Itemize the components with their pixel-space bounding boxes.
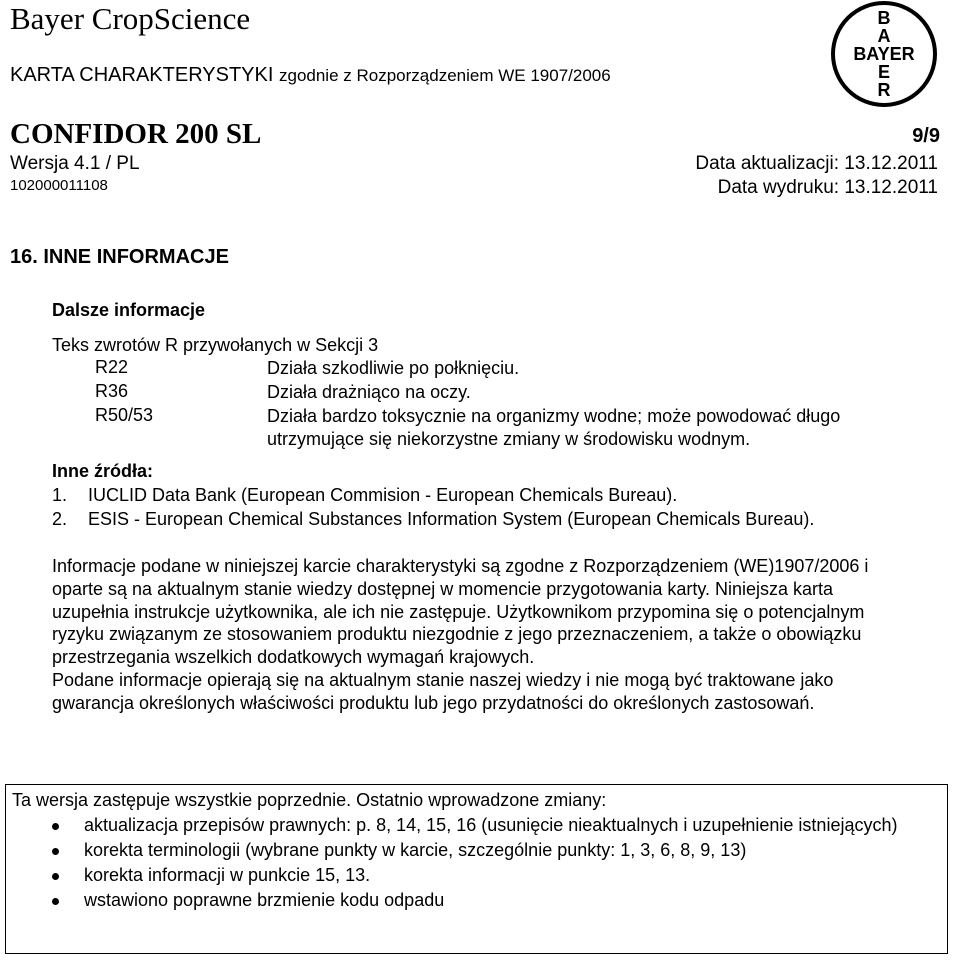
list-item	[6, 839, 936, 862]
changes-list	[6, 814, 936, 914]
source-text: ESIS - European Chemical Substances Information System (European Chemicals Bureau).	[88, 509, 815, 529]
source-text: IUCLID Data Bank (European Commision - European Chemicals Bureau).	[88, 485, 678, 505]
logo-letter-e: E	[877, 62, 891, 82]
list-item-text: aktualizacja przepisów prawnych: p. 8, 14, 15, 16 (usunięcie nieaktualnych i uzupełnienie istniejących)	[84, 815, 898, 835]
list-item-text: korekta informacji w punkcie 15, 13.	[84, 865, 371, 885]
changes-box	[5, 784, 948, 954]
logo-word: BAYER	[853, 44, 915, 64]
r-phrases-intro: Teks zwrotów R przywołanych w Sekcji 3	[52, 335, 379, 355]
r-phrase-text: Działa szkodliwie po połknięciu.	[267, 358, 520, 378]
subsection-title: Dalsze informacje	[52, 300, 206, 320]
list-item	[6, 814, 936, 837]
info-paragraph: Informacje podane w niniejszej karcie charakterystyki są zgodne z Rozporządzeniem (WE)1907/2006 i oparte są na aktualnym stanie wiedzy dostępnej w momencie przygotowania karty. Niniejsza karta uzupełnia instrukcje użytkownika, ale ich nie zastępuje. Użytkownikom przypomina się o potencjalnym ryzyku związanym ze stosowaniem produktu niezgodnie z jego przeznaczeniem, a także o obowiązku przestrzegania wszelkich dodatkowych wymagań krajowych.	[52, 556, 869, 668]
company-name: Bayer CropScience	[10, 1, 251, 36]
bullet-icon	[52, 873, 59, 880]
logo-letter-r: R	[877, 80, 891, 100]
bullet-icon	[52, 823, 59, 830]
info-text-block	[52, 555, 912, 715]
bullet-icon	[52, 898, 59, 905]
update-date: Data aktualizacji: 13.12.2011	[695, 153, 938, 174]
r-phrase-code: R22	[95, 357, 129, 377]
changes-intro: Ta wersja zastępuje wszystkie poprzednie. Ostatnio wprowadzone zmiany:	[12, 790, 607, 810]
document-title	[10, 62, 611, 89]
document-title-regulation: zgodnie z Rozporządzeniem WE 1907/2006	[278, 66, 611, 85]
page-number: 9/9	[912, 125, 940, 147]
sources-label: Inne źródła:	[52, 461, 154, 481]
product-name: CONFIDOR 200 SL	[10, 118, 262, 150]
r-phrase-text-continued: utrzymujące się niekorzystne zmiany w środowisku wodnym.	[267, 429, 751, 449]
list-item-text: korekta terminologii (wybrane punkty w karcie, szczególnie punkty: 1, 3, 6, 8, 9, 13)	[84, 840, 747, 860]
logo-letter-a: A	[877, 26, 891, 46]
print-date: Data wydruku: 13.12.2011	[717, 177, 938, 198]
source-number: 1.	[52, 485, 68, 505]
list-item-text: wstawiono poprawne brzmienie kodu odpadu	[84, 890, 445, 910]
source-number: 2.	[52, 509, 68, 529]
bayer-cross-logo	[830, 0, 938, 108]
list-item	[6, 864, 936, 887]
section-title: 16. INNE INFORMACJE	[10, 246, 229, 268]
version: Wersja 4.1 / PL	[10, 153, 140, 174]
r-phrase-text: Działa bardzo toksycznie na organizmy wodne; może powodować długo	[267, 406, 841, 426]
r-phrase-code: R50/53	[95, 405, 154, 425]
r-phrase-code: R36	[95, 381, 129, 401]
list-item	[6, 889, 936, 912]
document-title-main: KARTA CHARAKTERYSTYKI	[10, 64, 274, 86]
r-phrase-text: Działa drażniąco na oczy.	[267, 382, 471, 402]
bullet-icon	[52, 848, 59, 855]
document-number: 102000011108	[10, 177, 108, 194]
info-paragraph: Podane informacje opierają się na aktualnym stanie naszej wiedzy i nie mogą być traktowane jako gwarancja określonych właściwości produktu lub jego przydatności do określonych zastosowań.	[52, 669, 834, 713]
logo-letter-b: B	[877, 8, 891, 28]
